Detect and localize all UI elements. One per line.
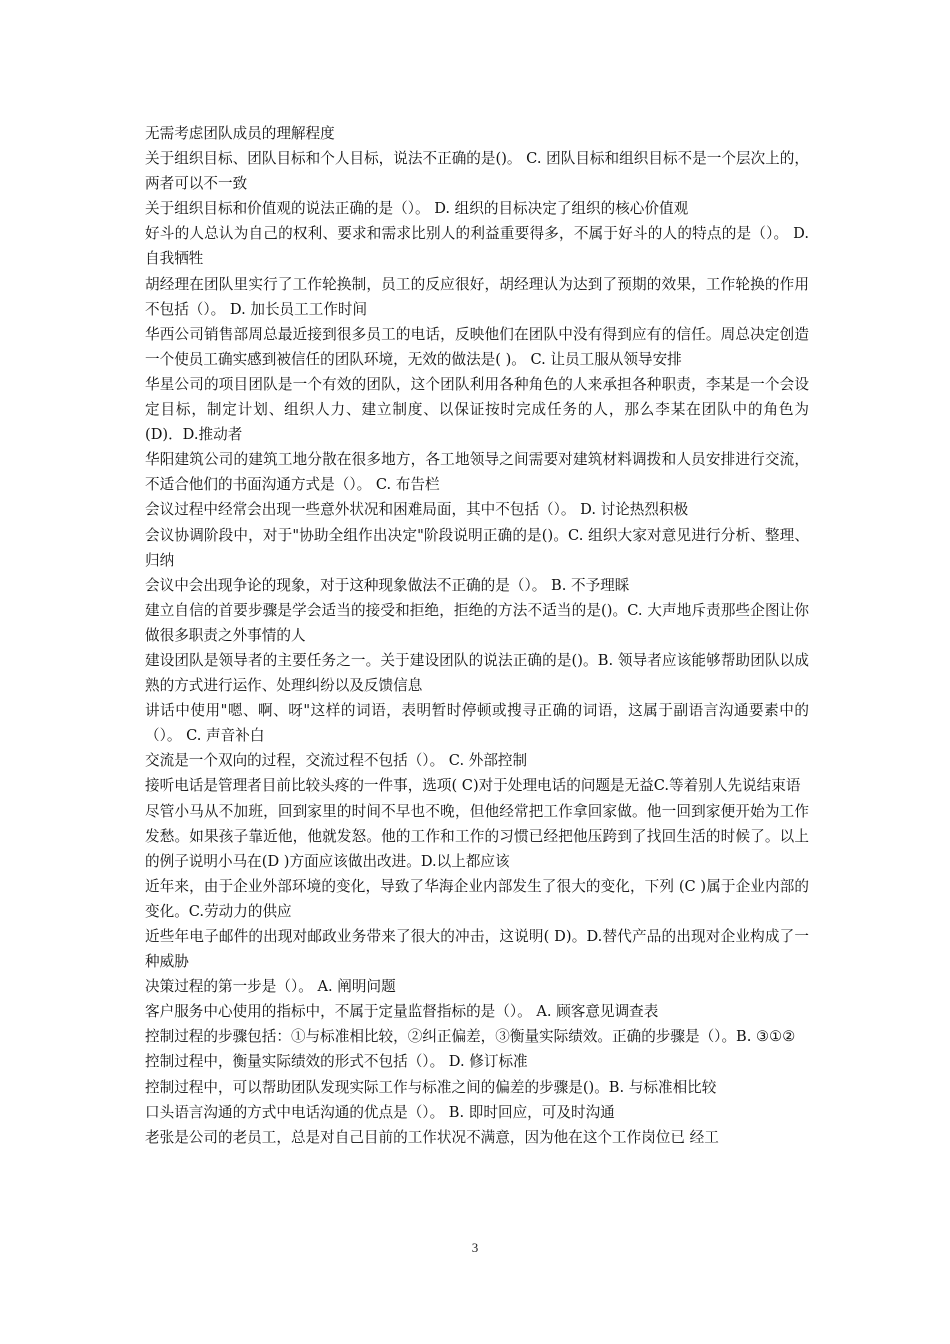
paragraph: 无需考虑团队成员的理解程度 [145, 125, 335, 142]
paragraph: 接听电话是管理者目前比较头疼的一件事，选项( C)对于处理电话的问题是无益C.等着别人先说结束语 [145, 777, 801, 795]
paragraph: 控制过程的步骤包括：①与标准相比较，②纠正偏差，③衡量实际绩效。正确的步骤是（）。B. ③①② [145, 1028, 796, 1046]
paragraph: 建设团队是领导者的主要任务之一。关于建设团队的说法正确的是()。B. 领导者应该能够帮助团队以成熟的方式进行运作、处理纠纷以及反馈信息 [145, 651, 809, 695]
paragraph: 讲话中使用"嗯、啊、呀"这样的词语，表明暂时停顿或搜寻正确的词语，这属于副语言沟通要素中的（）。 C. 声音补白 [145, 702, 809, 745]
paragraph: 会议过程中经常会出现一些意外状况和困难局面，其中不包括（）。 D. 讨论热烈积极 [145, 501, 689, 519]
paragraph: 会议中会出现争论的现象，对于这种现象做法不正确的是（）。 B. 不予理睬 [145, 576, 630, 594]
paragraph: 会议协调阶段中，对于"协助全组作出决定"阶段说明正确的是()。C. 组织大家对意见进行分析、整理、归纳 [145, 526, 809, 569]
paragraph: 决策过程的第一步是（）。 A. 阐明问题 [145, 978, 396, 996]
paragraph: 交流是一个双向的过程，交流过程不包括（）。 C. 外部控制 [145, 752, 528, 770]
paragraph: 口头语言沟通的方式中电话沟通的优点是（）。 B. 即时回应，可及时沟通 [145, 1103, 615, 1121]
paragraph: 近些年电子邮件的出现对邮政业务带来了很大的冲击，这说明( D)。D.替代产品的出现对企业构成了一种威胁 [145, 928, 809, 971]
paragraph: 关于组织目标、团队目标和个人目标，说法不正确的是()。 C. 团队目标和组织目标不是一个层次上的，两者可以不一致 [145, 150, 809, 193]
paragraph: 华阳建筑公司的建筑工地分散在很多地方，各工地领导之间需要对建筑材料调拨和人员安排进行交流，不适合他们的书面沟通方式是（）。 C. 布告栏 [145, 451, 809, 494]
paragraph: 华星公司的项目团队是一个有效的团队，这个团队利用各种角色的人来承担各种职责，李某是一个会设定目标，制定计划、组织人力、建立制度、以保证按时完成任务的人，那么李某在团队中的角色为(D)．D.推动者 [145, 375, 809, 444]
paragraph: 客户服务中心使用的指标中，不属于定量监督指标的是（）。 A. 顾客意见调查表 [145, 1003, 659, 1021]
paragraph: 胡经理在团队里实行了工作轮换制，员工的反应很好，胡经理认为达到了预期的效果，工作轮换的作用不包括（）。 D. 加长员工工作时间 [145, 275, 809, 318]
paragraph: 建立自信的首要步骤是学会适当的接受和拒绝，拒绝的方法不适当的是()。C. 大声地斥责那些企图让你做很多职责之外事情的人 [145, 601, 809, 644]
paragraph: 老张是公司的老员工，总是对自己目前的工作状况不满意，因为他在这个工作岗位已 经工 [145, 1128, 719, 1146]
paragraph: 近年来，由于企业外部环境的变化，导致了华海企业内部发生了很大的变化，下列 (C )属于企业内部的变化。C.劳动力的供应 [145, 877, 809, 920]
paragraph: 好斗的人总认为自己的权利、要求和需求比别人的利益重要得多，不属于好斗的人的特点的是（）。 D. 自我牺牲 [145, 225, 809, 268]
body-text [145, 121, 809, 1150]
paragraph: 控制过程中，可以帮助团队发现实际工作与标准之间的偏差的步骤是()。B. 与标准相比较 [145, 1078, 717, 1096]
page-number: 3 [471, 1240, 479, 1255]
paragraph: 关于组织目标和价值观的说法正确的是（）。 D. 组织的目标决定了组织的核心价值观 [145, 200, 689, 218]
paragraph: 华西公司销售部周总最近接到很多员工的电话，反映他们在团队中没有得到应有的信任。周总决定创造一个使员工确实感到被信任的团队环境，无效的做法是( )。 C. 让员工服从领导安排 [145, 325, 809, 368]
paragraph: 控制过程中，衡量实际绩效的形式不包括（）。 D. 修订标准 [145, 1053, 528, 1071]
paragraph: 尽管小马从不加班，回到家里的时间不早也不晚，但他经常把工作拿回家做。他一回到家便开始为工作发愁。如果孩子靠近他，他就发怒。他的工作和工作的习惯已经把他压跨到了找回生活的时候了。以上的例子说明小马在(D )方面应该做出改进。D.以上都应该 [145, 802, 809, 870]
